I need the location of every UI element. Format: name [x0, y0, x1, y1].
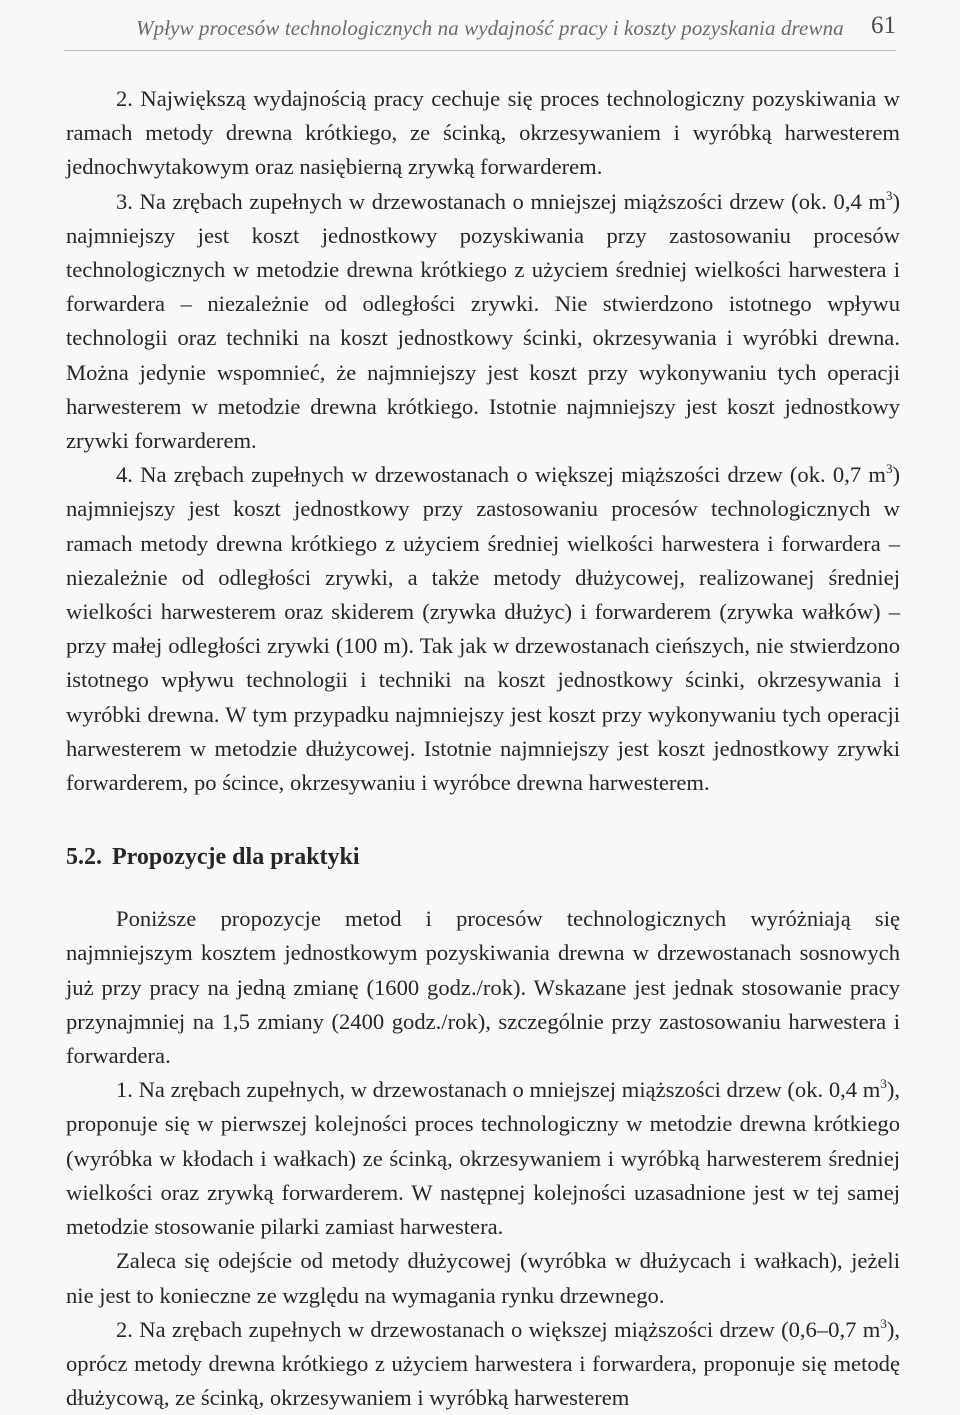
- proposal-2: [66, 1313, 900, 1415]
- running-title: Wpływ procesów technologicznych na wydajność pracy i koszty pozyskania drewna: [136, 16, 844, 40]
- proposal-1-text-a: 1. Na zrębach zupełnych, w drzewostanach o mniejszej miąższości drzew (ok. 0,4 m: [116, 1077, 881, 1103]
- proposal-1: [66, 1073, 900, 1244]
- section-title: Propozycje dla praktyki: [112, 844, 360, 871]
- conclusion-3: [66, 185, 900, 459]
- proposal-1-text-b: ), proponuje się w pierwszej kolejności proces technologiczny w metodzie drewna krótkiego (wyróbka w kłodach i wałkach) ze ścinką, okrzesywaniem i wyróbką harwesterem średniej wielkości oraz zrywką forwarderem. W następnej kolejności uzasadnione jest w tej samej metodzie stosowanie pilarki zamiast harwestera.: [66, 1077, 900, 1240]
- running-header: [64, 14, 896, 51]
- proposals-intro: Poniższe propozycje metod i procesów technologicznych wyróżniają się najmniejszym kosztem jednostkowym pozyskiwania drewna w drzewostanach sosnowych już przy pracy na jedną zmianę (1600 godz./rok). Wskazane jest jednak stosowanie pracy przynajmniej na 1,5 zmiany (2400 godz./rok), szczególnie przy zastosowaniu harwestera i forwardera.: [66, 906, 900, 1069]
- conclusion-4: [66, 458, 900, 800]
- conclusion-4-text-a: 4. Na zrębach zupełnych w drzewostanach o większej miąższości drzew (ok. 0,7 m: [116, 462, 886, 488]
- section-number: 5.2.: [66, 844, 102, 871]
- superscript: 3: [880, 1315, 887, 1331]
- section-heading: [66, 840, 900, 874]
- conclusion-4-text-b: ) najmniejszy jest koszt jednostkowy przy zastosowaniu procesów technologicznych w ramach metody drewna krótkiego z użyciem średniej wielkości harwestera i forwardera – niezależnie od odległości zrywki, a także metody dłużycowej, realizowanej średniej wielkości harwesterem oraz skiderem (zrywka dłużyc) i forwarderem (zrywka wałków) – przy małej odległości zrywki (100 m). Tak jak w drzewostanach cieńszych, nie stwierdzono istotnego wpływu technologii i techniki na koszt jednostkowy ścinki, okrzesywania i wyróbki drewna. W tym przypadku najmniejszy jest koszt przy wykonywaniu tych operacji harwesterem w metodzie dłużycowej. Istotnie najmniejszy jest koszt jednostkowy zrywki forwarderem, po ścince, okrzesywaniu i wyróbce drewna harwesterem.: [66, 462, 900, 796]
- superscript: 3: [885, 461, 893, 477]
- conclusion-3-text-b: ) najmniejszy jest koszt jednostkowy pozyskiwania przy zastosowaniu procesów technologicznych w metodzie drewna krótkiego z użyciem średniej wielkości harwestera i forwardera – niezależnie od odległości zrywki. Nie stwierdzono istotnego wpływu technologii oraz techniki na koszt jednostkowy ścinki, okrzesywania i wyróbki drewna. Można jedynie wspomnieć, że najmniejszy jest koszt przy wykonywaniu tych operacji harwesterem w metodzie drewna krótkiego. Istotnie najmniejszy jest koszt jednostkowy zrywki forwarderem.: [66, 188, 900, 454]
- superscript: 3: [885, 187, 893, 203]
- proposal-2-text-b: ), oprócz metody drewna krótkiego z użyciem harwestera i forwardera, proponuje się metodę dłużycową, ze ścinką, okrzesywaniem i wyróbką harwesterem: [66, 1316, 900, 1411]
- conclusion-2: 2. Największą wydajnością pracy cechuje się proces technologiczny pozyskiwania w ramach metody drewna krótkiego, ze ścinką, okrzesywaniem i wyróbką harwesterem jednochwytakowym oraz nasiębierną zrywką forwarderem.: [66, 86, 900, 180]
- conclusion-3-text-a: 3. Na zrębach zupełnych w drzewostanach o mniejszej miąższości drzew (ok. 0,4 m: [116, 188, 886, 214]
- superscript: 3: [880, 1076, 887, 1092]
- proposal-2-text-a: 2. Na zrębach zupełnych w drzewostanach o większej miąższości drzew (0,6–0,7 m: [116, 1316, 881, 1342]
- body-text: [66, 82, 900, 1415]
- page-number: 61: [871, 12, 896, 39]
- proposal-1-note: Zaleca się odejście od metody dłużycowej (wyróbka w dłużycach i wałkach), jeżeli nie jest to konieczne ze względu na wymagania rynku drzewnego.: [66, 1248, 900, 1308]
